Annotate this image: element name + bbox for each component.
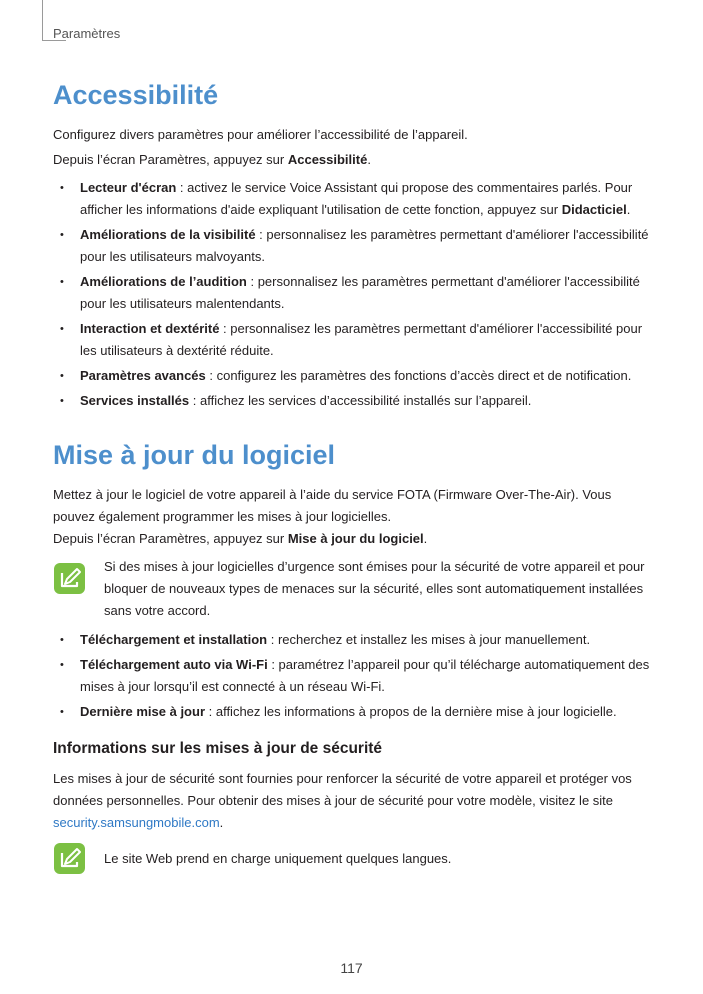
item-term: Interaction et dextérité	[80, 321, 220, 336]
note-icon	[53, 842, 86, 875]
item-desc: : personnalisez les paramètres permettant d'améliorer l'accessibilité pour les utilisateurs malentendants.	[80, 274, 640, 311]
security-end: .	[219, 815, 224, 830]
list-item	[53, 365, 653, 387]
item-desc: : personnalisez les paramètres permettant d'améliorer l'accessibilité pour les utilisateurs à dextérité réduite.	[80, 321, 643, 358]
item-desc: : affichez les informations à propos de la dernière mise à jour logicielle.	[205, 704, 617, 719]
path-target: Mise à jour du logiciel	[287, 531, 424, 546]
item-term: Paramètres avancés	[80, 368, 206, 383]
item-term: Améliorations de la visibilité	[80, 227, 256, 242]
list-item	[53, 654, 653, 698]
list-item	[53, 271, 653, 315]
accessibility-list	[53, 177, 653, 415]
update-list	[53, 629, 653, 726]
list-item	[53, 390, 653, 412]
list-item	[53, 177, 653, 221]
security-title: Informations sur les mises à jour de sécurité	[53, 740, 383, 757]
item-desc: : activez le service Voice Assistant qui propose des commentaires parlés. Pour afficher les informations d'aide expliquant l'utilisation de cette fonction, appuyez sur	[80, 180, 633, 217]
list-item	[53, 318, 653, 362]
page-number: 117	[340, 960, 363, 976]
item-term: Lecteur d'écran	[80, 180, 177, 195]
update-title: Mise à jour du logiciel	[53, 440, 336, 470]
security-link[interactable]: security.samsungmobile.com	[53, 815, 220, 830]
item-desc: : configurez les paramètres des fonctions d’accès direct et de notification.	[205, 368, 632, 383]
list-item	[53, 224, 653, 268]
item-desc: : personnalisez les paramètres permettant d'améliorer l'accessibilité pour les utilisateurs malvoyants.	[80, 227, 649, 264]
item-term: Améliorations de l’audition	[80, 274, 247, 289]
update-intro: Mettez à jour le logiciel de votre appareil à l’aide du service FOTA (Firmware Over-The-Air). Vous pouvez également programmer les mises à jour logicielles.	[53, 487, 612, 524]
security-text	[53, 768, 653, 834]
path-prefix: Depuis l’écran Paramètres, appuyez sur	[53, 531, 288, 546]
item-desc: : paramétrez l’appareil pour qu’il télécharge automatiquement des mises à jour lorsqu’il est connecté à un réseau Wi-Fi.	[80, 657, 650, 694]
list-item	[53, 701, 653, 723]
note-icon	[53, 562, 86, 595]
item-end: .	[626, 202, 631, 217]
item-term: Services installés	[80, 393, 190, 408]
accessibility-intro: Configurez divers paramètres pour améliorer l’accessibilité de l’appareil.	[53, 127, 468, 142]
update-path	[53, 528, 653, 550]
item-term: Téléchargement et installation	[80, 632, 268, 647]
path-target: Accessibilité	[287, 152, 368, 167]
path-suffix: .	[367, 152, 371, 167]
item-desc: : affichez les services d’accessibilité installés sur l’appareil.	[189, 393, 532, 408]
list-item	[53, 629, 653, 651]
item-term: Téléchargement auto via Wi-Fi	[80, 657, 268, 672]
accessibility-title: Accessibilité	[53, 80, 219, 110]
header-label: Paramètres	[53, 26, 121, 41]
security-body: Les mises à jour de sécurité sont fournies pour renforcer la sécurité de votre appareil et protéger vos données personnelles. Pour obtenir des mises à jour de sécurité pour votre modèle, visitez le site	[53, 771, 632, 808]
path-suffix: .	[423, 531, 428, 546]
accessibility-path	[53, 149, 653, 171]
update-note: Si des mises à jour logicielles d’urgence sont émises pour la sécurité de votre appareil et pour bloquer de nouveaux types de menaces sur la sécurité, elles sont automatiquement installées sans votre accord.	[104, 559, 645, 618]
item-desc: : recherchez et installez les mises à jour manuellement.	[267, 632, 591, 647]
path-prefix: Depuis l’écran Paramètres, appuyez sur	[53, 152, 288, 167]
item-term-secondary: Didacticiel	[561, 202, 627, 217]
header-rule-vertical	[42, 0, 43, 40]
item-term: Dernière mise à jour	[80, 704, 205, 719]
security-note: Le site Web prend en charge uniquement quelques langues.	[104, 851, 452, 866]
